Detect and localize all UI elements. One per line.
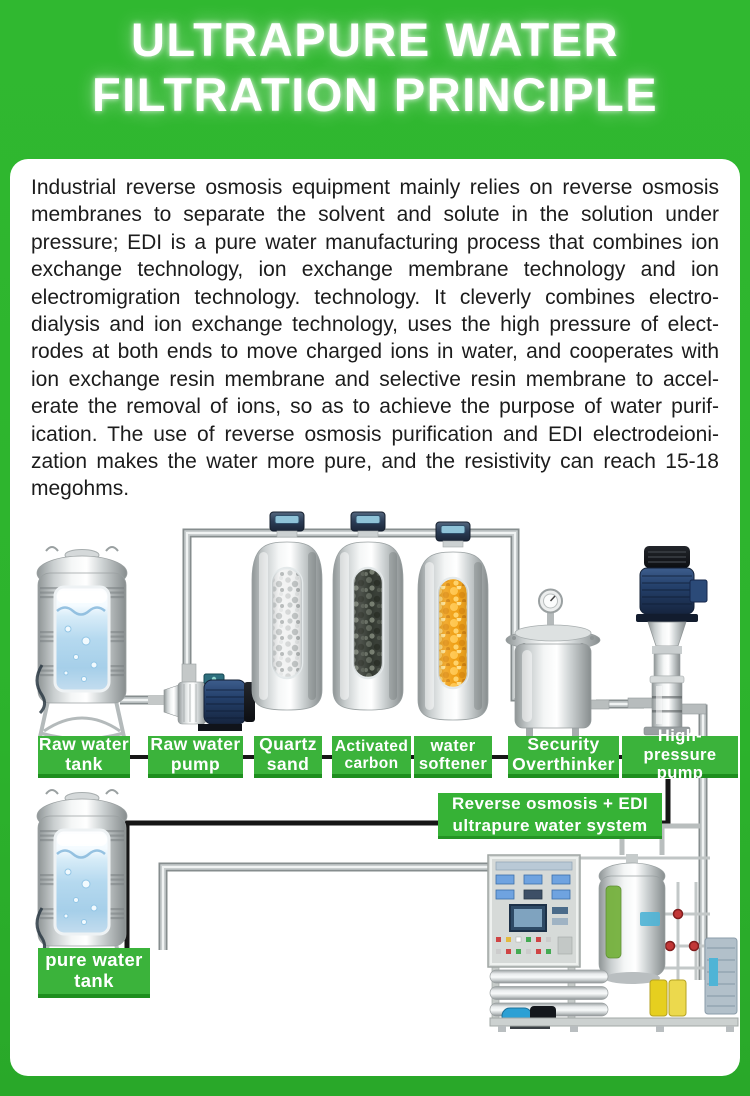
label-text: Quartz sand	[259, 734, 317, 774]
label-high-pressure-pump	[622, 727, 738, 783]
label-text: water softener	[418, 736, 488, 773]
label-text: Security Overthinker	[512, 734, 615, 774]
label-text: Raw water tank	[38, 734, 130, 774]
label-quartz-sand	[254, 736, 322, 778]
intro-line: dialysis and ion exchange technology, uses the high pressure of elect-	[31, 312, 719, 336]
label-raw-water-pump	[148, 736, 243, 778]
raw-water-pump-illustration	[148, 664, 255, 731]
intro-paragraph	[31, 174, 719, 503]
intro-line: Industrial reverse osmosis equipment mainly relies on reverse osmosis	[31, 176, 719, 199]
intro-line: erate the removal of ions, so as to achieve the purpose of water purif-	[31, 395, 719, 419]
activated-carbon-filter-illustration	[333, 512, 403, 710]
label-text: pure water tank	[45, 949, 143, 991]
intro-line: pressure; EDI is a pure water manufacturing process that combines ion	[31, 230, 719, 254]
intro-line: zation makes the water more pure, and the resistivity can reach 15-18	[31, 449, 719, 473]
label-ro-edi-system	[438, 793, 662, 839]
label-pure-water-tank	[38, 948, 150, 998]
quartz-sand-filter-illustration	[252, 512, 322, 710]
raw-water-tank-illustration	[37, 547, 127, 739]
label-text: Raw water pump	[150, 734, 241, 774]
label-raw-water-tank	[38, 736, 130, 778]
label-text-line1: Reverse osmosis + EDI	[452, 794, 648, 814]
label-text-line2: ultrapure water system	[452, 815, 648, 835]
intro-line: exchange technology, ion exchange membrane technology and ion	[31, 258, 719, 282]
intro-line: ion exchange resin membrane and selective resin membrane to accel-	[31, 367, 719, 391]
intro-line: electromigration technology. technology. It cleverly combines electro-	[31, 285, 719, 309]
label-water-softener	[414, 736, 492, 778]
label-text: High-pressure pump	[643, 727, 717, 783]
label-text: Activated carbon	[334, 737, 409, 772]
security-filter-illustration	[506, 590, 609, 741]
page-title	[0, 12, 750, 122]
page-title-line2: FILTRATION PRINCIPLE	[91, 68, 659, 121]
label-activated-carbon	[332, 736, 411, 778]
intro-line: ication. The use of reverse osmosis purification and EDI electrodeioni-	[31, 422, 719, 446]
intro-line: megohms.	[31, 477, 130, 501]
page-title-line1: ULTRAPURE WATER	[130, 13, 620, 66]
water-softener-illustration	[418, 522, 488, 720]
intro-line: membranes to separate the solvent and solute in the solution under	[31, 203, 719, 227]
high-pressure-pump-illustration	[628, 546, 707, 735]
label-security-filter	[508, 736, 619, 778]
intro-line: rodes at both ends to move charged ions in water, and cooperates with	[31, 340, 719, 364]
content-panel	[10, 159, 740, 1076]
